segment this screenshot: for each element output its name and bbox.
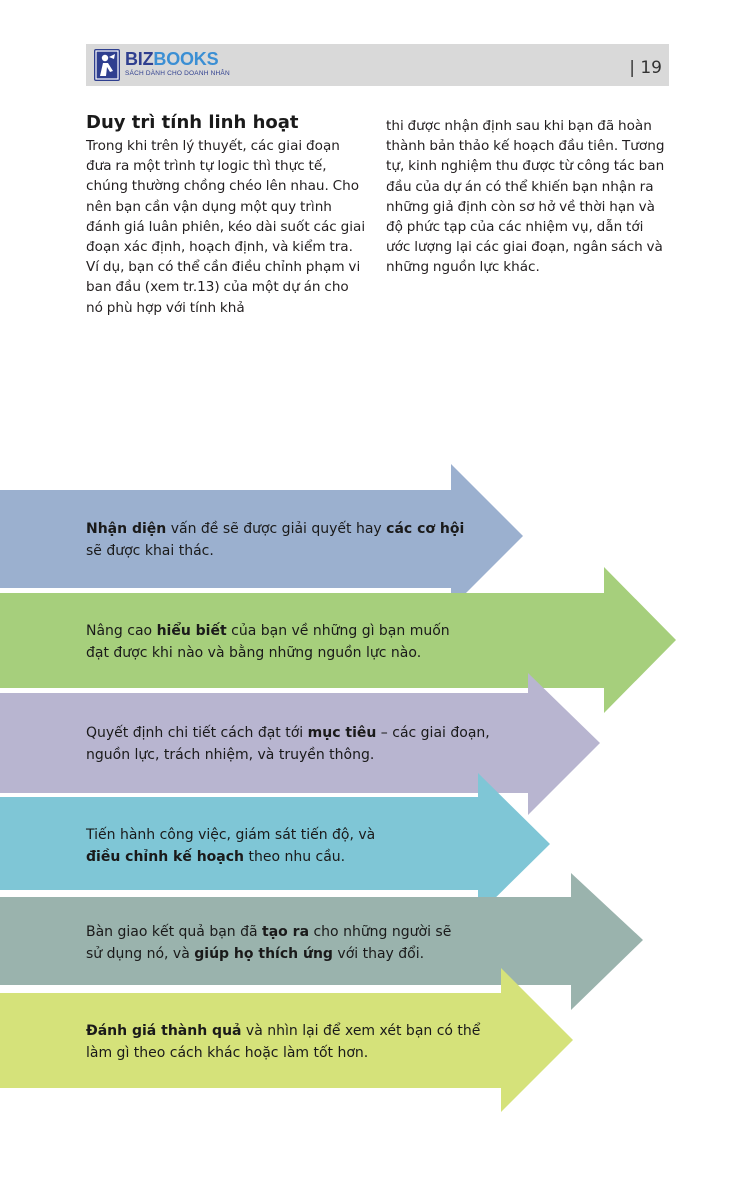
bold-phrase: Đánh giá thành quả [86,1023,242,1039]
arrow-5-line2 [86,943,451,965]
text-run: cho những người sẽ [309,924,452,940]
arrow-4-text [86,824,375,868]
bold-phrase: hiểu biết [156,623,227,639]
text-run: sẽ được khai thác. [86,543,214,559]
arrow-6-line2 [86,1042,480,1064]
bold-phrase: các cơ hội [386,521,465,537]
text-run: theo nhu cầu. [244,849,346,865]
arrow-2-line2 [86,642,450,664]
arrow-1-line2 [86,540,464,562]
arrow-5-line1 [86,921,451,943]
body-column-left: Trong khi trên lý thuyết, các giai đoạn đưa ra một trình tự logic thì thực tế, chúng thường chồng chéo lên nhau. Cho nên bạn cần vận dụng một quy trình đánh giá luân phiên, kéo dài suốt các giai đoạn xác định, hoạch định, và kiểm tra. Ví dụ, bạn có thể cần điều chỉnh phạm vi ban đầu (xem tr.13) của một dự án cho nó phù hợp với tính khả [86,138,366,316]
arrow-2-line1 [86,620,450,642]
body-column-right: thi được nhận định sau khi bạn đã hoàn thành bản thảo kế hoạch đầu tiên. Tương tự, kinh nghiệm thu được từ công tác ban đầu của dự án có thể khiến bạn nhận ra những giả định còn sơ hở về thời hạn và độ phức tạp của các nhiệm vụ, dẫn tới ước lượng lại các giai đoạn, ngân sách và những nguồn lực khác. [386,118,665,276]
arrow-1-line1 [86,518,464,540]
text-run: Tiến hành công việc, giám sát tiến độ, và [86,827,376,843]
arrow-3-text [86,722,490,766]
bold-phrase: mục tiêu [307,725,377,741]
text-run: với thay đổi. [332,946,425,962]
text-run: sử dụng nó, và [86,946,195,962]
text-run: Nâng cao [86,623,157,639]
arrow-3-line2 [86,744,490,766]
arrow-1-text [86,518,464,562]
section-title: Duy trì tính linh hoạt [86,112,299,133]
arrow-6-text [86,1020,480,1064]
brand-name: BIZBOOKS [125,49,219,69]
text-run: Bàn giao kết quả bạn đã [86,924,263,940]
text-run: của bạn về những gì bạn muốn [226,623,450,639]
bold-phrase: Nhận diện [86,521,167,537]
brand-tagline: SÁCH DÀNH CHO DOANH NHÂN [125,70,230,77]
page-number: | 19 [629,58,662,78]
arrow-5-text [86,921,451,965]
arrow-6-line1 [86,1020,480,1042]
text-run: vấn đề sẽ được giải quyết hay [166,521,387,537]
text-run: – các giai đoạn, [376,725,490,741]
text-run: Quyết định chi tiết cách đạt tới [86,725,308,741]
bold-phrase: điều chỉnh kế hoạch [86,849,245,865]
arrow-2-text [86,620,450,664]
bold-phrase: tạo ra [262,924,310,940]
arrow-4-line1 [86,824,375,846]
text-run: nguồn lực, trách nhiệm, và truyền thông. [86,747,375,763]
arrow-4-line2 [86,846,375,868]
bold-phrase: giúp họ thích ứng [194,946,333,962]
arrow-3-line1 [86,722,490,744]
text-run: và nhìn lại để xem xét bạn có thể [241,1023,481,1039]
text-run: làm gì theo cách khác hoặc làm tốt hơn. [86,1045,369,1061]
text-run: đạt được khi nào và bằng những nguồn lực nào. [86,645,422,661]
